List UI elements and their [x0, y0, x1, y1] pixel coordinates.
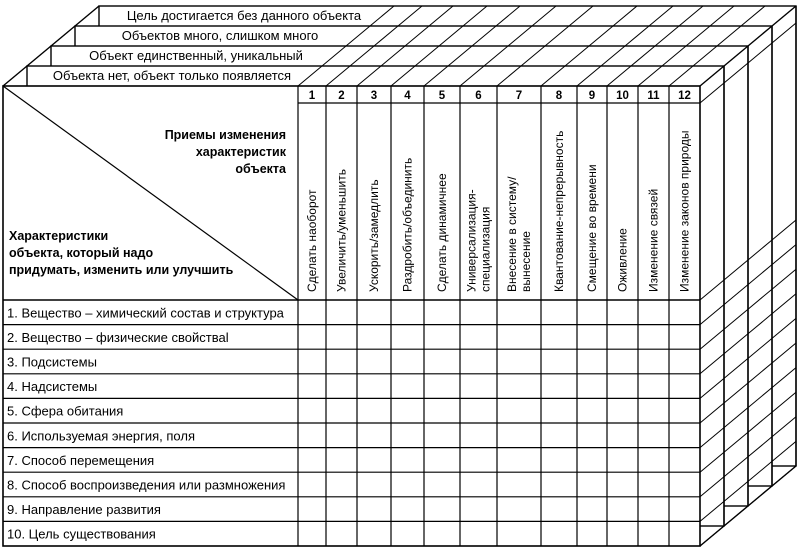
- corner-edge: [772, 466, 796, 486]
- column-label: Смещение во времени: [585, 164, 599, 292]
- column-number: 12: [678, 90, 691, 102]
- column-label: Изменение связей: [646, 188, 661, 292]
- column-number: 11: [647, 90, 660, 102]
- corner-edge: [3, 66, 27, 86]
- column-number: 7: [515, 90, 523, 102]
- column-label: Увеличить/уменьшить: [334, 169, 349, 292]
- techniques-title: объекта: [235, 162, 286, 176]
- layer-label: Объектов много, слишком много: [121, 28, 319, 43]
- corner-edge: [51, 26, 75, 46]
- techniques-title: характеристик: [195, 145, 286, 159]
- characteristics-title: объекта, который надо: [9, 246, 154, 260]
- layer-label: Объект единственный, уникальный: [89, 48, 303, 63]
- column-number: 5: [438, 90, 446, 102]
- row-label: 8. Способ воспроизведения или размножения: [7, 477, 286, 493]
- column-label: Ускорить/замедлить: [367, 179, 381, 292]
- column-label: Универсализация-: [464, 189, 479, 292]
- characteristics-title: придумать, изменить или улучшить: [9, 263, 234, 277]
- column-label: Внесение в систему/: [505, 176, 519, 292]
- techniques-title: Приемы изменения: [164, 128, 286, 142]
- column-label: Квантование-непрерывность: [552, 130, 566, 292]
- row-label: 3. Подсистемы: [7, 354, 97, 370]
- layer-label: Цель достигается без данного объекта: [126, 8, 362, 23]
- column-label: Оживление: [615, 228, 630, 292]
- column-number: 8: [555, 90, 563, 102]
- column-label: вынесение: [519, 231, 533, 292]
- row-label: 6. Используемая энергия, поля: [7, 428, 196, 444]
- row-label: 1. Вещество – химический состав и структура: [7, 305, 284, 321]
- corner-edge: [700, 526, 724, 546]
- characteristics-title: Характеристики: [9, 229, 109, 243]
- column-label: Сделать динамичнее: [435, 173, 449, 292]
- column-label: Изменение законов природы: [677, 130, 692, 292]
- corner-edge: [27, 46, 51, 66]
- row-label: 2. Вещество – физические свойстваl: [7, 329, 229, 345]
- column-number: 10: [616, 90, 629, 102]
- row-label: 7. Способ перемещения: [7, 452, 155, 468]
- column-number: 2: [338, 90, 345, 102]
- column-number: 6: [475, 90, 482, 102]
- corner-edge: [724, 506, 748, 526]
- column-number: 1: [308, 90, 316, 102]
- layer-label: Объекта нет, объект только появляется: [52, 68, 292, 83]
- column-number: 3: [370, 90, 378, 102]
- column-label: специализация: [478, 206, 493, 292]
- corner-edge: [75, 6, 99, 26]
- column-label: Раздробить/объединить: [400, 157, 415, 292]
- column-label: Сделать наоборот: [305, 189, 319, 292]
- row-label: 5. Сфера обитания: [7, 403, 124, 419]
- row-label: 9. Направление развития: [7, 502, 161, 518]
- corner-edge: [748, 486, 772, 506]
- column-number: 9: [588, 90, 596, 102]
- row-label: 4. Надсистемы: [7, 379, 98, 395]
- row-label: 10. Цель существования: [7, 526, 156, 542]
- column-number: 4: [404, 90, 411, 102]
